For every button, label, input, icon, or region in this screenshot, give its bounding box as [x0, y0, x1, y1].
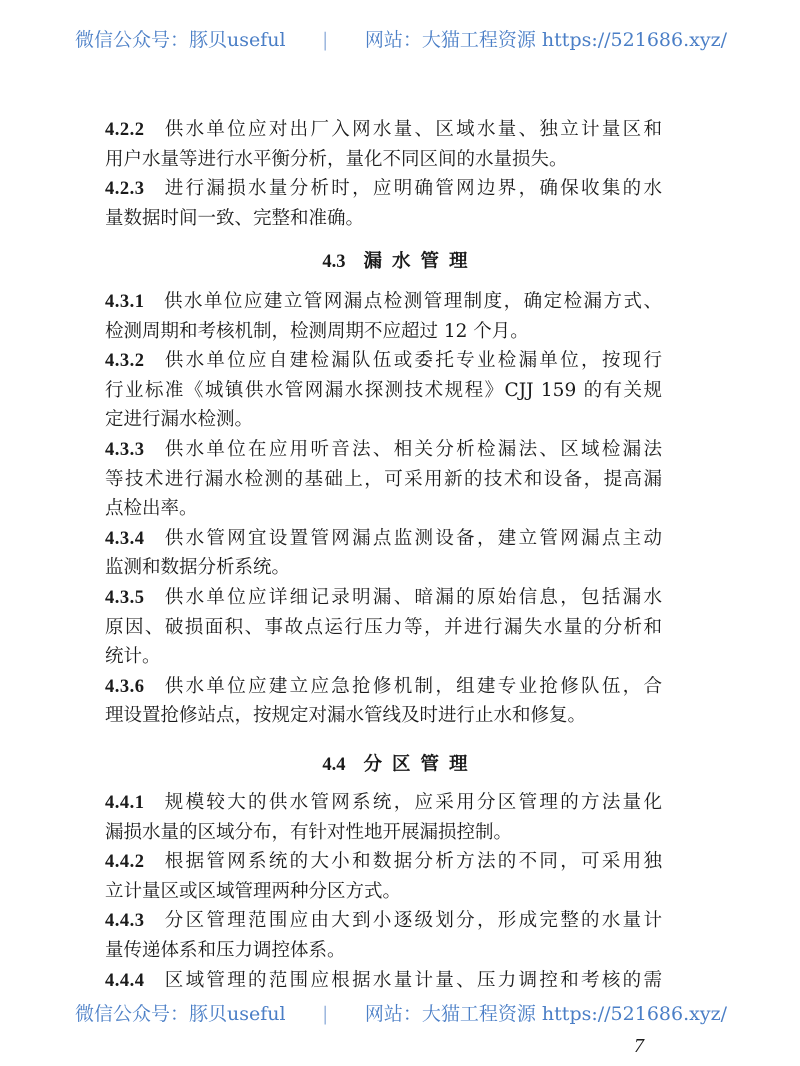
clause-text: 漏损水量的区域分布，有针对性地开展漏损控制。 — [105, 821, 513, 843]
clause-text: 用户水量等进行水平衡分析，量化不同区间的水量损失。 — [105, 148, 568, 170]
clause-line — [105, 966, 662, 996]
clause-line — [105, 906, 662, 936]
clause-text: 点检出率。 — [105, 498, 198, 520]
clause-line — [105, 847, 662, 877]
clause-line — [105, 287, 662, 317]
clause-line — [105, 435, 662, 465]
clause-line — [105, 405, 662, 435]
clause-text: 供水单位应对出厂入网水量、区域水量、独立计量区和 — [162, 119, 662, 140]
clause-number: 4.3.5 — [105, 587, 145, 608]
heading-title: 分区管理 — [363, 754, 478, 775]
section-4-3-clauses — [105, 287, 662, 731]
section-4-4-clauses — [105, 788, 662, 995]
clause — [105, 346, 662, 435]
clause — [105, 435, 662, 524]
clause — [105, 174, 662, 233]
clause-number: 4.4.1 — [105, 793, 145, 813]
clause-text: 供水单位应建立应急抢修机制，组建专业抢修队伍，合 — [162, 675, 662, 697]
clause-text: 原因、破损面积、事故点运行压力等，并进行漏失水量的分析和 — [105, 616, 662, 638]
clause-line — [105, 672, 662, 702]
section-heading-4-4 — [0, 752, 800, 778]
clause-line — [105, 877, 662, 907]
watermark-bottom — [75, 1001, 727, 1027]
clause-text: 分区管理范围应由大到小逐级划分，形成完整的水量计 — [162, 910, 662, 932]
clause-line — [105, 788, 662, 818]
clause-text: 检测周期和考核机制，检测周期不应超过 12 个月。 — [105, 320, 529, 342]
clause-text: 量数据时间一致、完整和准确。 — [105, 207, 365, 229]
clause-text: 供水单位在应用听音法、相关分析检漏法、区域检漏法 — [162, 438, 662, 460]
heading-number: 4.3 — [322, 252, 346, 272]
clause-line — [105, 701, 662, 731]
clause-text: 等技术进行漏水检测的基础上，可采用新的技术和设备，提高漏 — [105, 468, 662, 490]
clause-number: 4.2.2 — [105, 120, 145, 140]
clause-number: 4.3.6 — [105, 676, 145, 697]
watermark-wechat: 微信公众号：豚贝useful — [75, 29, 286, 51]
clause-text: 监测和数据分析系统。 — [105, 557, 291, 579]
clause-line — [105, 465, 662, 495]
clause-text: 供水单位应建立管网漏点检测管理制度，确定检漏方式、 — [162, 291, 662, 312]
clause-line — [105, 494, 662, 524]
clause-line — [105, 346, 662, 376]
section-4-2-clauses — [105, 115, 662, 233]
clause-text: 供水单位应详细记录明漏、暗漏的原始信息，包括漏水 — [162, 586, 662, 608]
clause-number: 4.4.2 — [105, 852, 145, 873]
clause-line — [105, 145, 662, 175]
heading-title: 漏水管理 — [363, 251, 478, 272]
clause-text: 统计。 — [105, 646, 161, 668]
clause-number: 4.2.3 — [105, 179, 145, 200]
clause-text: 进行漏损水量分析时，应明确管网边界，确保收集的水 — [162, 178, 662, 200]
clause-number: 4.3.4 — [105, 528, 145, 549]
clause-line — [105, 583, 662, 613]
watermark-website: 网站：大猫工程资源 https://521686.xyz/ — [364, 1003, 727, 1025]
clause-line — [105, 613, 662, 643]
clause-text: 定进行漏水检测。 — [105, 409, 254, 431]
clause-line — [105, 174, 662, 204]
section-heading-4-3 — [0, 249, 800, 275]
clause-line — [105, 115, 662, 145]
clause-number: 4.3.2 — [105, 351, 145, 372]
watermark-separator: | — [322, 29, 329, 51]
clause-text: 供水单位应自建检漏队伍或委托专业检漏单位，按现行 — [162, 350, 662, 372]
clause — [105, 966, 662, 996]
clause-line — [105, 818, 662, 848]
clause — [105, 524, 662, 583]
clause-line — [105, 317, 662, 347]
clause-line — [105, 376, 662, 406]
watermark-website: 网站：大猫工程资源 https://521686.xyz/ — [364, 29, 727, 51]
clause-text: 行业标准《城镇供水管网漏水探测技术规程》CJJ 159 的有关规 — [105, 379, 662, 401]
clause — [105, 115, 662, 174]
clause-number: 4.4.3 — [105, 911, 145, 932]
watermark-top — [75, 27, 727, 53]
clause-text: 根据管网系统的大小和数据分析方法的不同，可采用独 — [162, 851, 662, 873]
clause-text: 理设置抢修站点，按规定对漏水管线及时进行止水和修复。 — [105, 705, 587, 727]
clause-text: 规模较大的供水管网系统，应采用分区管理的方法量化 — [162, 792, 662, 813]
heading-number: 4.4 — [322, 755, 346, 775]
clause-line — [105, 204, 662, 234]
clause-line — [105, 524, 662, 554]
watermark-separator: | — [322, 1003, 329, 1025]
clause — [105, 788, 662, 847]
clause-number: 4.4.4 — [105, 970, 145, 991]
clause-number: 4.3.1 — [105, 292, 145, 312]
clause — [105, 906, 662, 965]
clause — [105, 672, 662, 731]
clause-number: 4.3.3 — [105, 439, 145, 460]
clause-line — [105, 642, 662, 672]
clause-text: 立计量区或区域管理两种分区方式。 — [105, 880, 402, 902]
clause-text: 量传递体系和压力调控体系。 — [105, 939, 346, 961]
clause — [105, 847, 662, 906]
clause-line — [105, 553, 662, 583]
clause — [105, 583, 662, 672]
page-number: 7 — [634, 1035, 644, 1057]
clause — [105, 287, 662, 346]
clause-line — [105, 936, 662, 966]
clause-text: 供水管网宜设置管网漏点监测设备，建立管网漏点主动 — [162, 527, 662, 549]
clause-text: 区域管理的范围应根据水量计量、压力调控和考核的需 — [162, 969, 662, 991]
watermark-wechat: 微信公众号：豚贝useful — [75, 1003, 286, 1025]
